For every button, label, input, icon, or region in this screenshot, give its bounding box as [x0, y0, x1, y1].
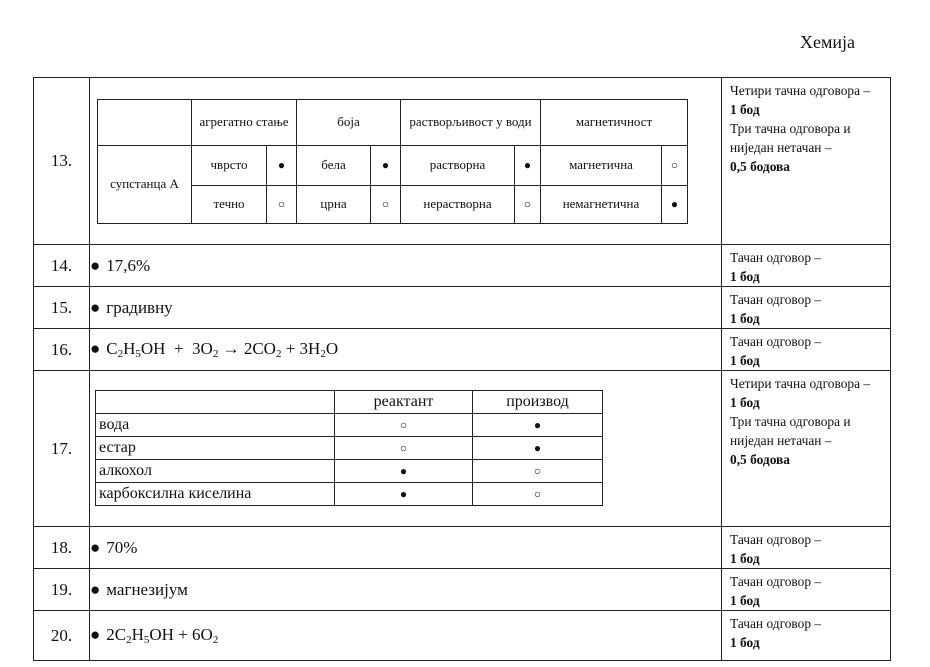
- score-15: Тачан одговор – 1 бод: [722, 287, 891, 329]
- question-number: 17.: [34, 371, 90, 527]
- color-black: црна: [297, 185, 371, 223]
- score-20: Тачан одговор – 1 бод: [722, 611, 891, 661]
- score-17: Четири тачна одговора – 1 бод Три тачна одговора и ниједан нетачан – 0,5 бодова: [722, 371, 891, 527]
- formula-subscript: 2: [117, 348, 124, 360]
- solubility-insoluble: нерастворна: [401, 185, 515, 223]
- product-mark: ●: [473, 414, 603, 437]
- formula-subscript: 5: [135, 348, 141, 360]
- magnetism-nonmagnetic-mark: ●: [662, 185, 688, 223]
- color-white: бела: [297, 145, 371, 185]
- bullet-icon: ●: [90, 297, 101, 317]
- answer-text: градивну: [106, 297, 173, 317]
- row-17: [34, 371, 891, 527]
- header-reactant: реактант: [335, 391, 473, 414]
- reactant-mark: ○: [335, 414, 473, 437]
- magnetism-magnetic: магнетична: [541, 145, 662, 185]
- answer-text: 17,6%: [106, 255, 151, 275]
- formula-subscript: 2: [212, 634, 219, 646]
- product-mark: ●: [473, 437, 603, 460]
- formula-text: → 2CO: [218, 339, 276, 358]
- question-number: 13.: [34, 78, 90, 245]
- formula-text: C: [106, 339, 118, 358]
- magnetism-magnetic-mark: ○: [662, 145, 688, 185]
- formula-text: OH + 3O: [140, 339, 213, 358]
- reactant-mark: ●: [335, 483, 473, 506]
- header-color: боја: [297, 99, 401, 145]
- q13-properties-table: [97, 99, 688, 224]
- answer-text: магнезијум: [106, 579, 188, 599]
- header-product: производ: [473, 391, 603, 414]
- solubility-insoluble-mark: ○: [515, 185, 541, 223]
- row-16: [34, 329, 891, 371]
- reactant-mark: ●: [335, 460, 473, 483]
- reactant-mark: ○: [335, 437, 473, 460]
- question-number: 14.: [34, 245, 90, 287]
- bullet-icon: ●: [90, 579, 101, 599]
- solubility-soluble-mark: ●: [515, 145, 541, 185]
- state-liquid-mark: ○: [267, 185, 297, 223]
- state-liquid: течно: [192, 185, 267, 223]
- subject-title: Хемија: [800, 32, 856, 52]
- substance-label: супстанца А: [98, 145, 192, 223]
- row-13: [34, 78, 891, 245]
- score-14: Тачан одговор – 1 бод: [722, 245, 891, 287]
- row-19: [34, 569, 891, 611]
- row-18: [34, 527, 891, 569]
- score-13: Четири тачна одговора – 1 бод Три тачна одговора и ниједан нетачан – 0,5 бодова: [722, 78, 891, 245]
- header-solubility: растворљивост у води: [401, 99, 541, 145]
- question-number: 19.: [34, 569, 90, 611]
- formula-text: + 3H: [281, 339, 321, 358]
- bullet-icon: ●: [90, 339, 101, 358]
- reaction-equation: [106, 339, 338, 358]
- color-white-mark: ●: [371, 145, 401, 185]
- score-16: Тачан одговор – 1 бод: [722, 329, 891, 371]
- row-15: [34, 287, 891, 329]
- answer-key-table: [33, 77, 891, 661]
- row-label: вода: [96, 414, 335, 437]
- magnetism-nonmagnetic: немагнетична: [541, 185, 662, 223]
- answer-text: 70%: [106, 537, 138, 557]
- formula-text: H: [123, 339, 136, 358]
- question-number: 18.: [34, 527, 90, 569]
- formula-text: H: [131, 625, 144, 644]
- question-number: 15.: [34, 287, 90, 329]
- formula-text: O: [325, 339, 339, 358]
- header-magnetism: магнетичност: [541, 99, 688, 145]
- formula-text: OH + 6O: [149, 625, 213, 644]
- question-number: 20.: [34, 611, 90, 661]
- formula-subscript: 2: [275, 348, 282, 360]
- bullet-icon: ●: [90, 537, 101, 557]
- formula-subscript: 2: [320, 348, 326, 360]
- score-19: Тачан одговор – 1 бод: [722, 569, 891, 611]
- bullet-icon: ●: [90, 625, 101, 644]
- formula-subscript: 2: [212, 348, 219, 360]
- row-label: естар: [96, 437, 335, 460]
- reaction-reactants: [106, 625, 218, 644]
- bullet-icon: ●: [90, 255, 101, 275]
- state-solid-mark: ●: [267, 145, 297, 185]
- question-number: 16.: [34, 329, 90, 371]
- row-label: карбоксилна киселина: [96, 483, 335, 506]
- state-solid: чврсто: [192, 145, 267, 185]
- color-black-mark: ○: [371, 185, 401, 223]
- header-state: агрегатно стање: [192, 99, 297, 145]
- row-label: алкохол: [96, 460, 335, 483]
- row-20: [34, 611, 891, 661]
- solubility-soluble: растворна: [401, 145, 515, 185]
- product-mark: ○: [473, 460, 603, 483]
- product-mark: ○: [473, 483, 603, 506]
- formula-text: 2C: [106, 625, 127, 644]
- row-14: [34, 245, 891, 287]
- score-18: Тачан одговор – 1 бод: [722, 527, 891, 569]
- formula-subscript: 2: [126, 634, 132, 646]
- formula-subscript: 5: [143, 634, 150, 646]
- q17-reactant-product-table: [95, 390, 603, 506]
